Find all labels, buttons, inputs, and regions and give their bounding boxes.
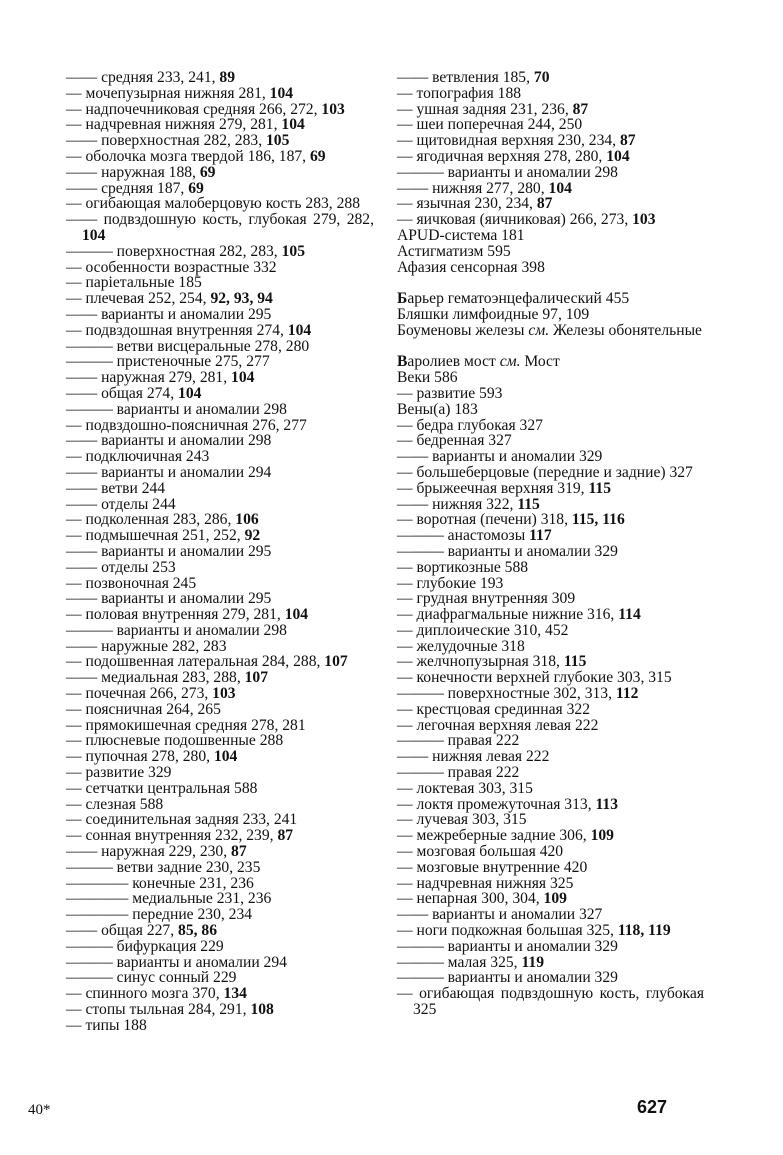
index-entry	[397, 970, 704, 986]
entry-figure-ref: 92, 93, 94	[210, 290, 273, 308]
index-entry	[66, 196, 374, 212]
index-entry	[66, 354, 374, 370]
index-entry	[397, 181, 704, 197]
entry-text: — желчнопузырная 318,	[397, 653, 564, 671]
entry-text: — надпочечниковая средняя 266, 272,	[66, 100, 322, 118]
entry-text: — надчревная нижняя 325	[397, 874, 574, 892]
section-gap	[397, 275, 704, 291]
index-entry	[66, 307, 374, 323]
entry-cross-reference: см.	[528, 321, 550, 339]
entry-text: — желудочные 318	[397, 637, 525, 655]
entry-text: — плюсневые подошвенные 288	[66, 732, 284, 750]
index-entry	[66, 212, 374, 244]
entry-text: Астигматизм 595	[397, 242, 511, 260]
index-entry	[66, 260, 374, 276]
index-entry	[397, 907, 704, 923]
entry-figure-ref: 92	[244, 527, 261, 545]
entry-text: — подключичная 243	[66, 448, 210, 466]
entry-text: —— нижняя 322,	[397, 495, 518, 513]
entry-text: — плечевая 252, 254,	[66, 290, 211, 308]
entry-figure-ref: 104	[231, 369, 255, 387]
entry-figure-ref: 103	[321, 100, 345, 118]
index-entry	[66, 702, 374, 718]
entry-text: ——— поверхностные 302, 313,	[397, 685, 616, 703]
entry-text: — спинного мозга 370,	[66, 985, 224, 1003]
entry-text: ——— варианты и аномалии 298	[397, 163, 618, 181]
entry-text: —— варианты и аномалии 295	[66, 305, 272, 323]
index-entry	[66, 939, 374, 955]
index-entry	[66, 165, 374, 181]
index-entry	[397, 449, 704, 465]
index-entry	[397, 354, 704, 370]
entry-text: — диплоические 310, 452	[397, 621, 569, 639]
entry-text: — сетчатки центральная 588	[66, 779, 258, 797]
entry-figure-ref: 115	[588, 479, 611, 497]
index-entry	[397, 86, 704, 102]
entry-text: — развитие 329	[66, 764, 172, 782]
entry-text: —— варианты и аномалии 298	[66, 432, 272, 450]
index-entry	[66, 923, 374, 939]
index-entry	[397, 386, 704, 402]
entry-text: — язычная 230, 234,	[397, 195, 537, 213]
entry-figure-ref: 117	[529, 527, 552, 545]
entry-text: —— нижняя левая 222	[397, 748, 550, 766]
index-entry	[397, 670, 704, 686]
entry-figure-ref: 104	[284, 606, 309, 624]
entry-text: ———— медиальные 231, 236	[66, 890, 272, 908]
index-entry	[66, 291, 374, 307]
index-entry	[397, 939, 704, 955]
entry-figure-ref: 104	[548, 179, 572, 197]
entry-figure-ref: 69	[188, 179, 204, 197]
index-entry	[66, 449, 374, 465]
index-entry	[66, 323, 374, 339]
entry-text: — позвоночная 245	[66, 574, 197, 592]
index-entry	[397, 544, 704, 560]
entry-text: — слезная 588	[66, 795, 164, 813]
index-entry	[66, 133, 374, 149]
entry-figure-ref: 69	[309, 147, 326, 165]
entry-text: —— наружная 279, 281,	[66, 369, 232, 387]
entry-text: ——— правая 222	[397, 732, 520, 750]
entry-text: — вортикозные 588	[397, 558, 529, 576]
index-entry	[66, 560, 374, 576]
entry-text: APUD-система 181	[397, 226, 525, 244]
index-entry	[66, 828, 374, 844]
index-entry	[66, 402, 374, 418]
index-entry	[397, 370, 704, 386]
index-entry	[66, 70, 374, 86]
entry-figure-ref: 108	[250, 1001, 274, 1019]
entry-text: — половая внутренняя 279, 281,	[66, 606, 285, 624]
entry-text: ——— ветви задние 230, 235	[66, 858, 261, 876]
index-entry	[397, 228, 704, 244]
index-entry	[397, 117, 704, 133]
entry-figure-ref: 109	[590, 827, 614, 845]
index-entry	[66, 465, 374, 481]
index-entry	[397, 955, 704, 971]
entry-text: — огибающая малоберцовую кость 283, 288	[66, 195, 360, 213]
entry-text: — подвздошная внутренняя 274,	[66, 321, 288, 339]
sheet-signature: 40*	[28, 1102, 51, 1118]
entry-text: ——— варианты и аномалии 329	[397, 937, 618, 955]
entry-text: — соединительная задняя 233, 241	[66, 811, 298, 829]
index-entry	[397, 465, 704, 481]
index-entry	[66, 781, 374, 797]
entry-text: Бляшки лимфоидные 97, 109	[397, 305, 590, 323]
entry-text: —— нижняя 277, 280,	[397, 179, 549, 197]
entry-text: ——— синус сонный 229	[66, 969, 237, 987]
index-entry	[397, 402, 704, 418]
entry-text: — диафрагмальные нижние 316,	[397, 606, 619, 624]
index-entry	[397, 891, 704, 907]
index-entry	[397, 560, 704, 576]
entry-text: —— отделы 253	[66, 558, 176, 576]
index-entry	[397, 323, 704, 339]
entry-text: —— наружная 229, 230,	[66, 843, 232, 861]
entry-text: ——— варианты и аномалии 329	[397, 542, 618, 560]
entry-text: —— средняя 233, 241,	[66, 69, 220, 86]
entry-text: — бедренная 327	[397, 432, 512, 450]
index-entry	[397, 797, 704, 813]
entry-figure-ref: 114	[618, 606, 641, 624]
entry-figure-ref: 89	[219, 69, 236, 86]
index-entry	[397, 702, 704, 718]
entry-text: — ноги подкожная большая 325,	[397, 922, 618, 940]
index-entry	[397, 749, 704, 765]
entry-text: — бедра глубокая 327	[397, 416, 543, 434]
entry-text: — подмышечная 251, 252,	[66, 527, 245, 545]
entry-text: —— средняя 187,	[66, 179, 189, 197]
index-entry	[66, 117, 374, 133]
index-entry	[66, 1002, 374, 1018]
index-column-right	[397, 70, 704, 1018]
entry-figure-ref: 87	[572, 100, 589, 118]
entry-reference-target: Мост	[520, 353, 560, 371]
entry-text: — межреберные задние 306,	[397, 827, 591, 845]
index-entry	[66, 797, 374, 813]
index-entry	[397, 481, 704, 497]
index-entry	[397, 497, 704, 513]
entry-text: — подошвенная латеральная 284, 288,	[66, 653, 325, 671]
index-column-left	[66, 70, 374, 1034]
entry-text: —— варианты и аномалии 295	[66, 590, 272, 608]
index-entry	[397, 260, 704, 276]
index-entry	[66, 907, 374, 923]
index-entry	[397, 576, 704, 592]
entry-figure-ref: 113	[595, 795, 619, 813]
entry-figure-ref: 69	[199, 163, 216, 181]
entry-text: — грудная внутренняя 309	[397, 590, 576, 608]
index-entry	[397, 291, 704, 307]
entry-figure-ref: 87	[277, 827, 294, 845]
entry-figure-ref: 87	[231, 843, 247, 861]
entry-figure-ref: 105	[281, 242, 305, 260]
entry-figure-ref: 112	[615, 685, 639, 703]
entry-text: — огибающая подвздошную кость, глубокая 325	[397, 985, 704, 1019]
entry-figure-ref: 104	[178, 384, 202, 402]
entry-text: ——— варианты и аномалии 294	[66, 953, 287, 971]
entry-text: — лучевая 303, 315	[397, 811, 527, 829]
entry-text: — шеи поперечная 244, 250	[397, 116, 583, 134]
index-entry	[66, 576, 374, 592]
entry-text: — локтевая 303, 315	[397, 779, 533, 797]
index-entry	[397, 196, 704, 212]
entry-text: — брыжеечная верхняя 319,	[397, 479, 589, 497]
entry-text: — прямокишечная средняя 278, 281	[66, 716, 306, 734]
entry-figure-ref: 103	[632, 211, 656, 229]
index-entry	[397, 686, 704, 702]
entry-figure-ref: 87	[536, 195, 553, 213]
entry-figure-ref: 104	[606, 147, 630, 165]
entry-text: — поясничная 264, 265	[66, 700, 221, 718]
index-entry	[66, 765, 374, 781]
entry-text: —— поверхностная 282, 283,	[66, 132, 266, 150]
index-entry	[397, 654, 704, 670]
entry-figure-ref: 109	[543, 890, 567, 908]
index-entry	[66, 733, 374, 749]
index-entry	[397, 133, 704, 149]
index-entry	[66, 860, 374, 876]
index-entry	[397, 607, 704, 623]
index-entry	[66, 1018, 374, 1034]
index-entry	[66, 386, 374, 402]
entry-figure-ref: 115	[563, 653, 587, 671]
index-entry	[397, 102, 704, 118]
entry-text: — непарная 300, 304,	[397, 890, 544, 908]
entry-text: Веки 586	[397, 369, 458, 387]
index-entry	[66, 102, 374, 118]
index-entry	[66, 370, 374, 386]
entry-text: ——— ветви висцеральные 278, 280	[66, 337, 310, 355]
index-entry	[66, 244, 374, 260]
index-entry	[397, 860, 704, 876]
section-gap	[397, 339, 704, 355]
entry-text: — легочная верхняя левая 222	[397, 716, 599, 734]
entry-text: арьер гематоэнцефалический 455	[407, 290, 630, 308]
entry-text: — оболочка мозга твердой 186, 187,	[66, 147, 310, 165]
index-entry	[66, 749, 374, 765]
index-entry	[397, 307, 704, 323]
index-entry	[397, 165, 704, 181]
entry-text: ——— варианты и аномалии 298	[66, 621, 287, 639]
index-entry	[397, 212, 704, 228]
entry-figure-ref: 104	[213, 748, 238, 766]
entry-figure-ref: 104	[287, 321, 312, 339]
index-entry	[66, 481, 374, 497]
section-initial: В	[397, 353, 408, 371]
entry-text: —— ветвления 185,	[397, 69, 534, 86]
index-entry	[66, 812, 374, 828]
entry-text: ——— пристеночные 275, 277	[66, 353, 270, 371]
index-entry	[66, 607, 374, 623]
index-entry	[66, 512, 374, 528]
entry-text: —— наружные 282, 283	[66, 637, 227, 655]
entry-text: — парiетальные 185	[66, 274, 202, 292]
entry-text: — большеберцовые (передние и задние) 327	[397, 463, 693, 481]
entry-reference-target: Железы обонятельные	[549, 321, 702, 339]
entry-text: —— варианты и аномалии 295	[66, 542, 272, 560]
entry-text: —— ветви 244	[66, 479, 166, 497]
index-entry	[397, 149, 704, 165]
index-entry	[397, 433, 704, 449]
entry-text: ——— анастомозы	[397, 527, 530, 545]
index-entry	[397, 844, 704, 860]
entry-figure-ref: 115	[517, 495, 540, 513]
entry-figure-ref: 70	[533, 69, 550, 86]
entry-cross-reference: см.	[499, 353, 521, 371]
entry-text: ——— поверхностная 282, 283,	[66, 242, 282, 260]
entry-text: — подколенная 283, 286,	[66, 511, 236, 529]
index-entry	[66, 544, 374, 560]
index-entry	[397, 828, 704, 844]
index-entry	[66, 718, 374, 734]
entry-text: —— варианты и аномалии 294	[66, 463, 272, 481]
entry-figure-ref: 119	[521, 953, 544, 971]
index-entry	[66, 339, 374, 355]
entry-text: — особенности возрастные 332	[66, 258, 277, 276]
entry-text: — ягодичная верхняя 278, 280,	[397, 147, 607, 165]
entry-text: —— общая 274,	[66, 384, 179, 402]
entry-figure-ref: 103	[212, 685, 236, 703]
entry-text: — конечности верхней глубокие 303, 315	[397, 669, 672, 687]
index-entry	[397, 781, 704, 797]
entry-text: Афазия сенсорная 398	[397, 258, 545, 276]
index-entry	[66, 418, 374, 434]
entry-text: — подвздошно-поясничная 276, 277	[66, 416, 307, 434]
entry-text: — ушная задняя 231, 236,	[397, 100, 573, 118]
index-entry	[397, 718, 704, 734]
entry-text: ——— бифуркация 229	[66, 937, 224, 955]
entry-text: аролиев мост	[407, 353, 500, 371]
entry-text: ——— малая 325,	[397, 953, 522, 971]
index-entry	[397, 733, 704, 749]
entry-text: —— медиальная 283, 288,	[66, 669, 245, 687]
section-initial: Б	[397, 290, 408, 308]
entry-text: — глубокие 193	[397, 574, 504, 592]
index-entry	[397, 512, 704, 528]
entry-text: Вены(а) 183	[397, 400, 478, 418]
entry-text: —— наружная 188,	[66, 163, 200, 181]
index-entry	[397, 623, 704, 639]
entry-figure-ref: 85, 86	[178, 922, 217, 940]
entry-text: ——— варианты и аномалии 298	[66, 400, 287, 418]
entry-text: — локтя промежуточная 313,	[397, 795, 596, 813]
entry-text: — щитовидная верхняя 230, 234,	[397, 132, 620, 150]
index-entry	[66, 686, 374, 702]
index-entry	[66, 639, 374, 655]
entry-figure-ref: 134	[223, 985, 247, 1003]
index-entry	[66, 433, 374, 449]
entry-figure-ref: 106	[235, 511, 259, 529]
index-entry	[66, 654, 374, 670]
index-entry	[397, 418, 704, 434]
entry-text: — сонная внутренняя 232, 239,	[66, 827, 278, 845]
page-number: 627	[637, 1097, 668, 1117]
entry-figure-ref: 104	[82, 226, 106, 244]
entry-text: ———— конечные 231, 236	[66, 874, 254, 892]
index-entry	[397, 639, 704, 655]
entry-text: — крестцовая срединная 322	[397, 700, 590, 718]
entry-figure-ref: 104	[281, 116, 305, 134]
index-entry	[397, 70, 704, 86]
index-entry	[66, 275, 374, 291]
entry-text: —— общая 227,	[66, 922, 179, 940]
entry-figure-ref: 104	[269, 84, 294, 102]
entry-text: — почечная 266, 273,	[66, 685, 213, 703]
index-entry	[397, 923, 704, 939]
index-entry	[66, 591, 374, 607]
index-entry	[66, 876, 374, 892]
entry-text: — топография 188	[397, 84, 522, 102]
entry-text: — типы 188	[66, 1016, 147, 1034]
index-entry	[397, 876, 704, 892]
entry-text: —— подвздошную кость, глубокая 279, 282,	[66, 211, 374, 229]
entry-figure-ref: 105	[266, 132, 290, 150]
entry-text: — воротная (печени) 318,	[397, 511, 572, 529]
index-entry	[397, 765, 704, 781]
index-entry	[66, 497, 374, 513]
index-entry	[66, 970, 374, 986]
entry-text: — мозговая большая 420	[397, 843, 564, 861]
entry-text: — пупочная 278, 280,	[66, 748, 214, 766]
index-entry	[66, 955, 374, 971]
entry-text: — развитие 593	[397, 384, 503, 402]
entry-text: — мочепузырная нижняя 281,	[66, 84, 270, 102]
entry-text: —— варианты и аномалии 329	[397, 448, 603, 466]
index-entry	[66, 181, 374, 197]
index-entry	[397, 528, 704, 544]
entry-text: — стопы тыльная 284, 291,	[66, 1001, 251, 1019]
entry-figure-ref: 107	[324, 653, 348, 671]
entry-text: — яичковая (яичниковая) 266, 273,	[397, 211, 633, 229]
entry-figure-ref: 87	[619, 132, 636, 150]
entry-figure-ref: 118, 119	[617, 922, 671, 940]
entry-figure-ref: 107	[244, 669, 269, 687]
index-entry	[66, 844, 374, 860]
index-entry	[397, 986, 704, 1018]
index-entry	[397, 244, 704, 260]
entry-text: —— отделы 244	[66, 495, 176, 513]
index-entry	[66, 670, 374, 686]
index-entry	[66, 986, 374, 1002]
entry-text: — мозговые внутренние 420	[397, 858, 588, 876]
entry-text: ———— передние 230, 234	[66, 906, 253, 924]
index-entry	[66, 149, 374, 165]
index-entry	[66, 86, 374, 102]
entry-text: ——— варианты и аномалии 329	[397, 969, 618, 987]
entry-figure-ref: 115, 116	[571, 511, 625, 529]
index-entry	[66, 623, 374, 639]
entry-text: — надчревная нижняя 279, 281,	[66, 116, 282, 134]
entry-text: Боуменовы железы	[397, 321, 529, 339]
index-entry	[66, 528, 374, 544]
entry-text: —— варианты и аномалии 327	[397, 906, 603, 924]
index-entry	[66, 891, 374, 907]
index-entry	[397, 591, 704, 607]
entry-text: ——— правая 222	[397, 764, 520, 782]
index-entry	[397, 812, 704, 828]
